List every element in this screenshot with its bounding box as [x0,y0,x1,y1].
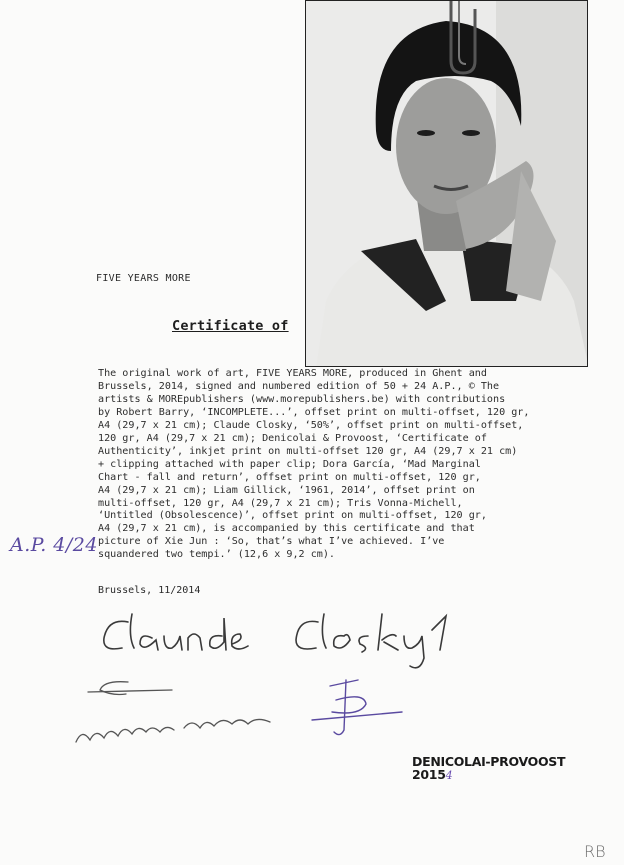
body-line: A4 (29,7 x 21 cm); Claude Closky, ‘50%’, offset print on multi-offset, [98,419,524,431]
body-line: multi-offset, 120 gr, A4 (29,7 x 21 cm); Tris Vonna-Michell, [98,497,463,509]
body-line: Chart - fall and return’, offset print on multi-offset, 120 gr, [98,471,481,483]
body-line: A4 (29,7 x 21 cm), is accompanied by this certificate and that [98,523,475,535]
body-line: ‘Untitled (Obsolescence)’, offset print on multi-offset, 120 gr, [98,510,487,522]
place-date: Brussels, 11/2014 [98,585,201,596]
document-heading: FIVE YEARS MORE [96,273,191,284]
signature-provoost [312,680,402,735]
stamp-number: 4 [445,769,453,782]
portrait-illustration [306,1,588,367]
signature-claude-closky [104,614,446,668]
body-line: + clipping attached with paper clip; Dora García, ‘Mad Marginal [98,458,481,470]
clipping-photo [305,0,588,367]
signature-denicolai [76,682,270,742]
body-line: Brussels, 2014, signed and numbered edition of 50 + 24 A.P., © The [98,380,500,392]
body-line: 120 gr, A4 (29,7 x 21 cm); Denicolai & Provoost, ‘Certificate of [98,432,487,444]
certificate-body [98,368,550,562]
body-line: A4 (29,7 x 21 cm); Liam Gillick, ‘1961, 2014’, offset print on [98,484,475,496]
body-line: by Robert Barry, ‘INCOMPLETE...’, offset print on multi-offset, 120 gr, [98,406,530,418]
edition-number-annotation: A.P. 4/24 [10,534,98,556]
stamp-year: 2015 [412,767,446,782]
body-line: squandered two tempi.’ (12,6 x 9,2 cm). [98,549,336,561]
stamp-year-line [412,768,565,782]
corner-initials: RB [584,842,606,861]
body-line: picture of Xie Jun : ‘So, that’s what I’ve achieved. I’ve [98,536,445,548]
body-line: The original work of art, FIVE YEARS MORE, produced in Ghent and [98,368,487,379]
artist-stamp [412,755,565,782]
body-line: Authenticity’, inkjet print on multi-offset 120 gr, A4 (29,7 x 21 cm) [98,445,518,457]
body-line: artists & MOREpublishers (www.morepublishers.be) with contributions [98,393,506,405]
certificate-title: Certificate of [172,318,289,334]
stamp-name: DENICOLAI-PROVOOST [412,754,566,769]
signatures-area [0,600,624,760]
